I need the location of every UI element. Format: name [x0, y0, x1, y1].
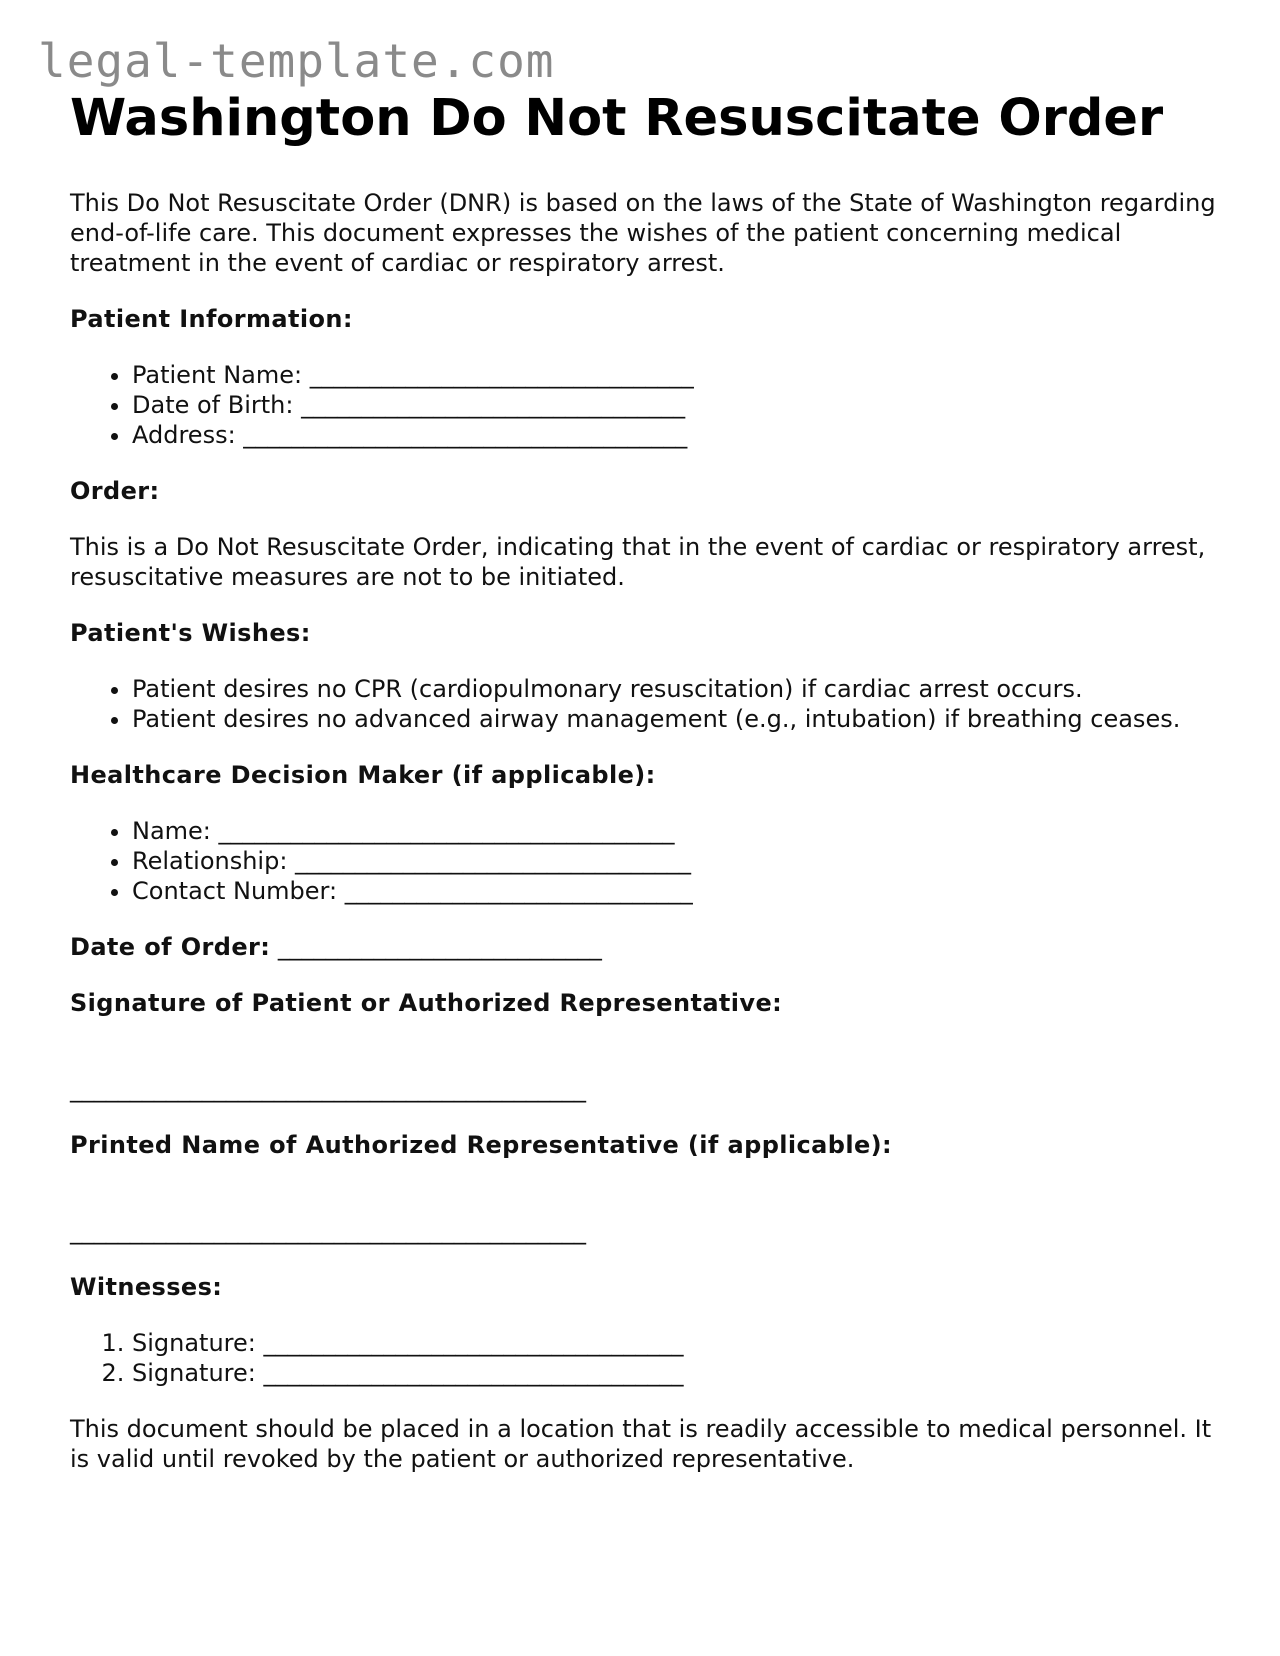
decision-maker-list	[70, 816, 1220, 906]
wish-no-cpr: • Patient desires no CPR (cardiopulmonary resuscitation) if cardiac arrest occurs.	[132, 674, 1220, 704]
order-paragraph: This is a Do Not Resuscitate Order, indicating that in the event of cardiac or respiratory arrest, resuscitative measures are not to be initiated.	[70, 533, 1206, 591]
witnesses-list	[70, 1328, 1220, 1388]
wishes-heading: Patient's Wishes:	[70, 619, 311, 647]
watermark-logo: legal-template.com	[38, 34, 555, 88]
intro-paragraph: This Do Not Resuscitate Order (DNR) is based on the laws of the State of Washington regarding end-of-life care. This document expresses the wishes of the patient concerning medical treatment in the event of cardiac or respiratory arrest.	[70, 189, 1216, 277]
printed-name-line[interactable]: ___________________________________________	[70, 1217, 586, 1245]
wish-no-airway: • Patient desires no advanced airway management (e.g., intubation) if breathing ceases.	[132, 704, 1220, 734]
witness-signature-1[interactable]: 1. Signature: ___________________________________	[132, 1328, 1220, 1358]
date-of-order-field[interactable]: ___________________________	[277, 933, 602, 961]
signature-line[interactable]: ___________________________________________	[70, 1075, 586, 1103]
patient-info-heading: Patient Information:	[70, 305, 353, 333]
decision-maker-name-field[interactable]: • Name: ______________________________________	[132, 816, 1220, 846]
witness-signature-2[interactable]: 2. Signature: ___________________________________	[132, 1358, 1220, 1388]
wishes-list	[70, 674, 1220, 734]
signature-space	[70, 1044, 1220, 1074]
date-of-order-label: Date of Order:	[70, 933, 271, 961]
date-of-order-row	[70, 932, 1220, 962]
page-title: Washington Do Not Resuscitate Order	[70, 89, 1164, 148]
patient-name-field[interactable]: • Patient Name: ________________________________	[132, 360, 1220, 390]
order-heading: Order:	[70, 477, 160, 505]
printed-name-space	[70, 1186, 1220, 1216]
decision-maker-heading: Healthcare Decision Maker (if applicable):	[70, 761, 656, 789]
printed-name-heading: Printed Name of Authorized Representative (if applicable):	[70, 1131, 892, 1159]
patient-info-list	[70, 360, 1220, 450]
address-field[interactable]: • Address: _____________________________________	[132, 420, 1220, 450]
signature-heading: Signature of Patient or Authorized Representative:	[70, 989, 783, 1017]
date-of-birth-field[interactable]: • Date of Birth: ________________________________	[132, 390, 1220, 420]
relationship-field[interactable]: • Relationship: _________________________________	[132, 846, 1220, 876]
contact-number-field[interactable]: • Contact Number: _____________________________	[132, 876, 1220, 906]
witnesses-heading: Witnesses:	[70, 1273, 223, 1301]
document-body	[70, 88, 1220, 1500]
footer-paragraph: This document should be placed in a location that is readily accessible to medical personnel. It is valid until revoked by the patient or authorized representative.	[70, 1415, 1212, 1473]
